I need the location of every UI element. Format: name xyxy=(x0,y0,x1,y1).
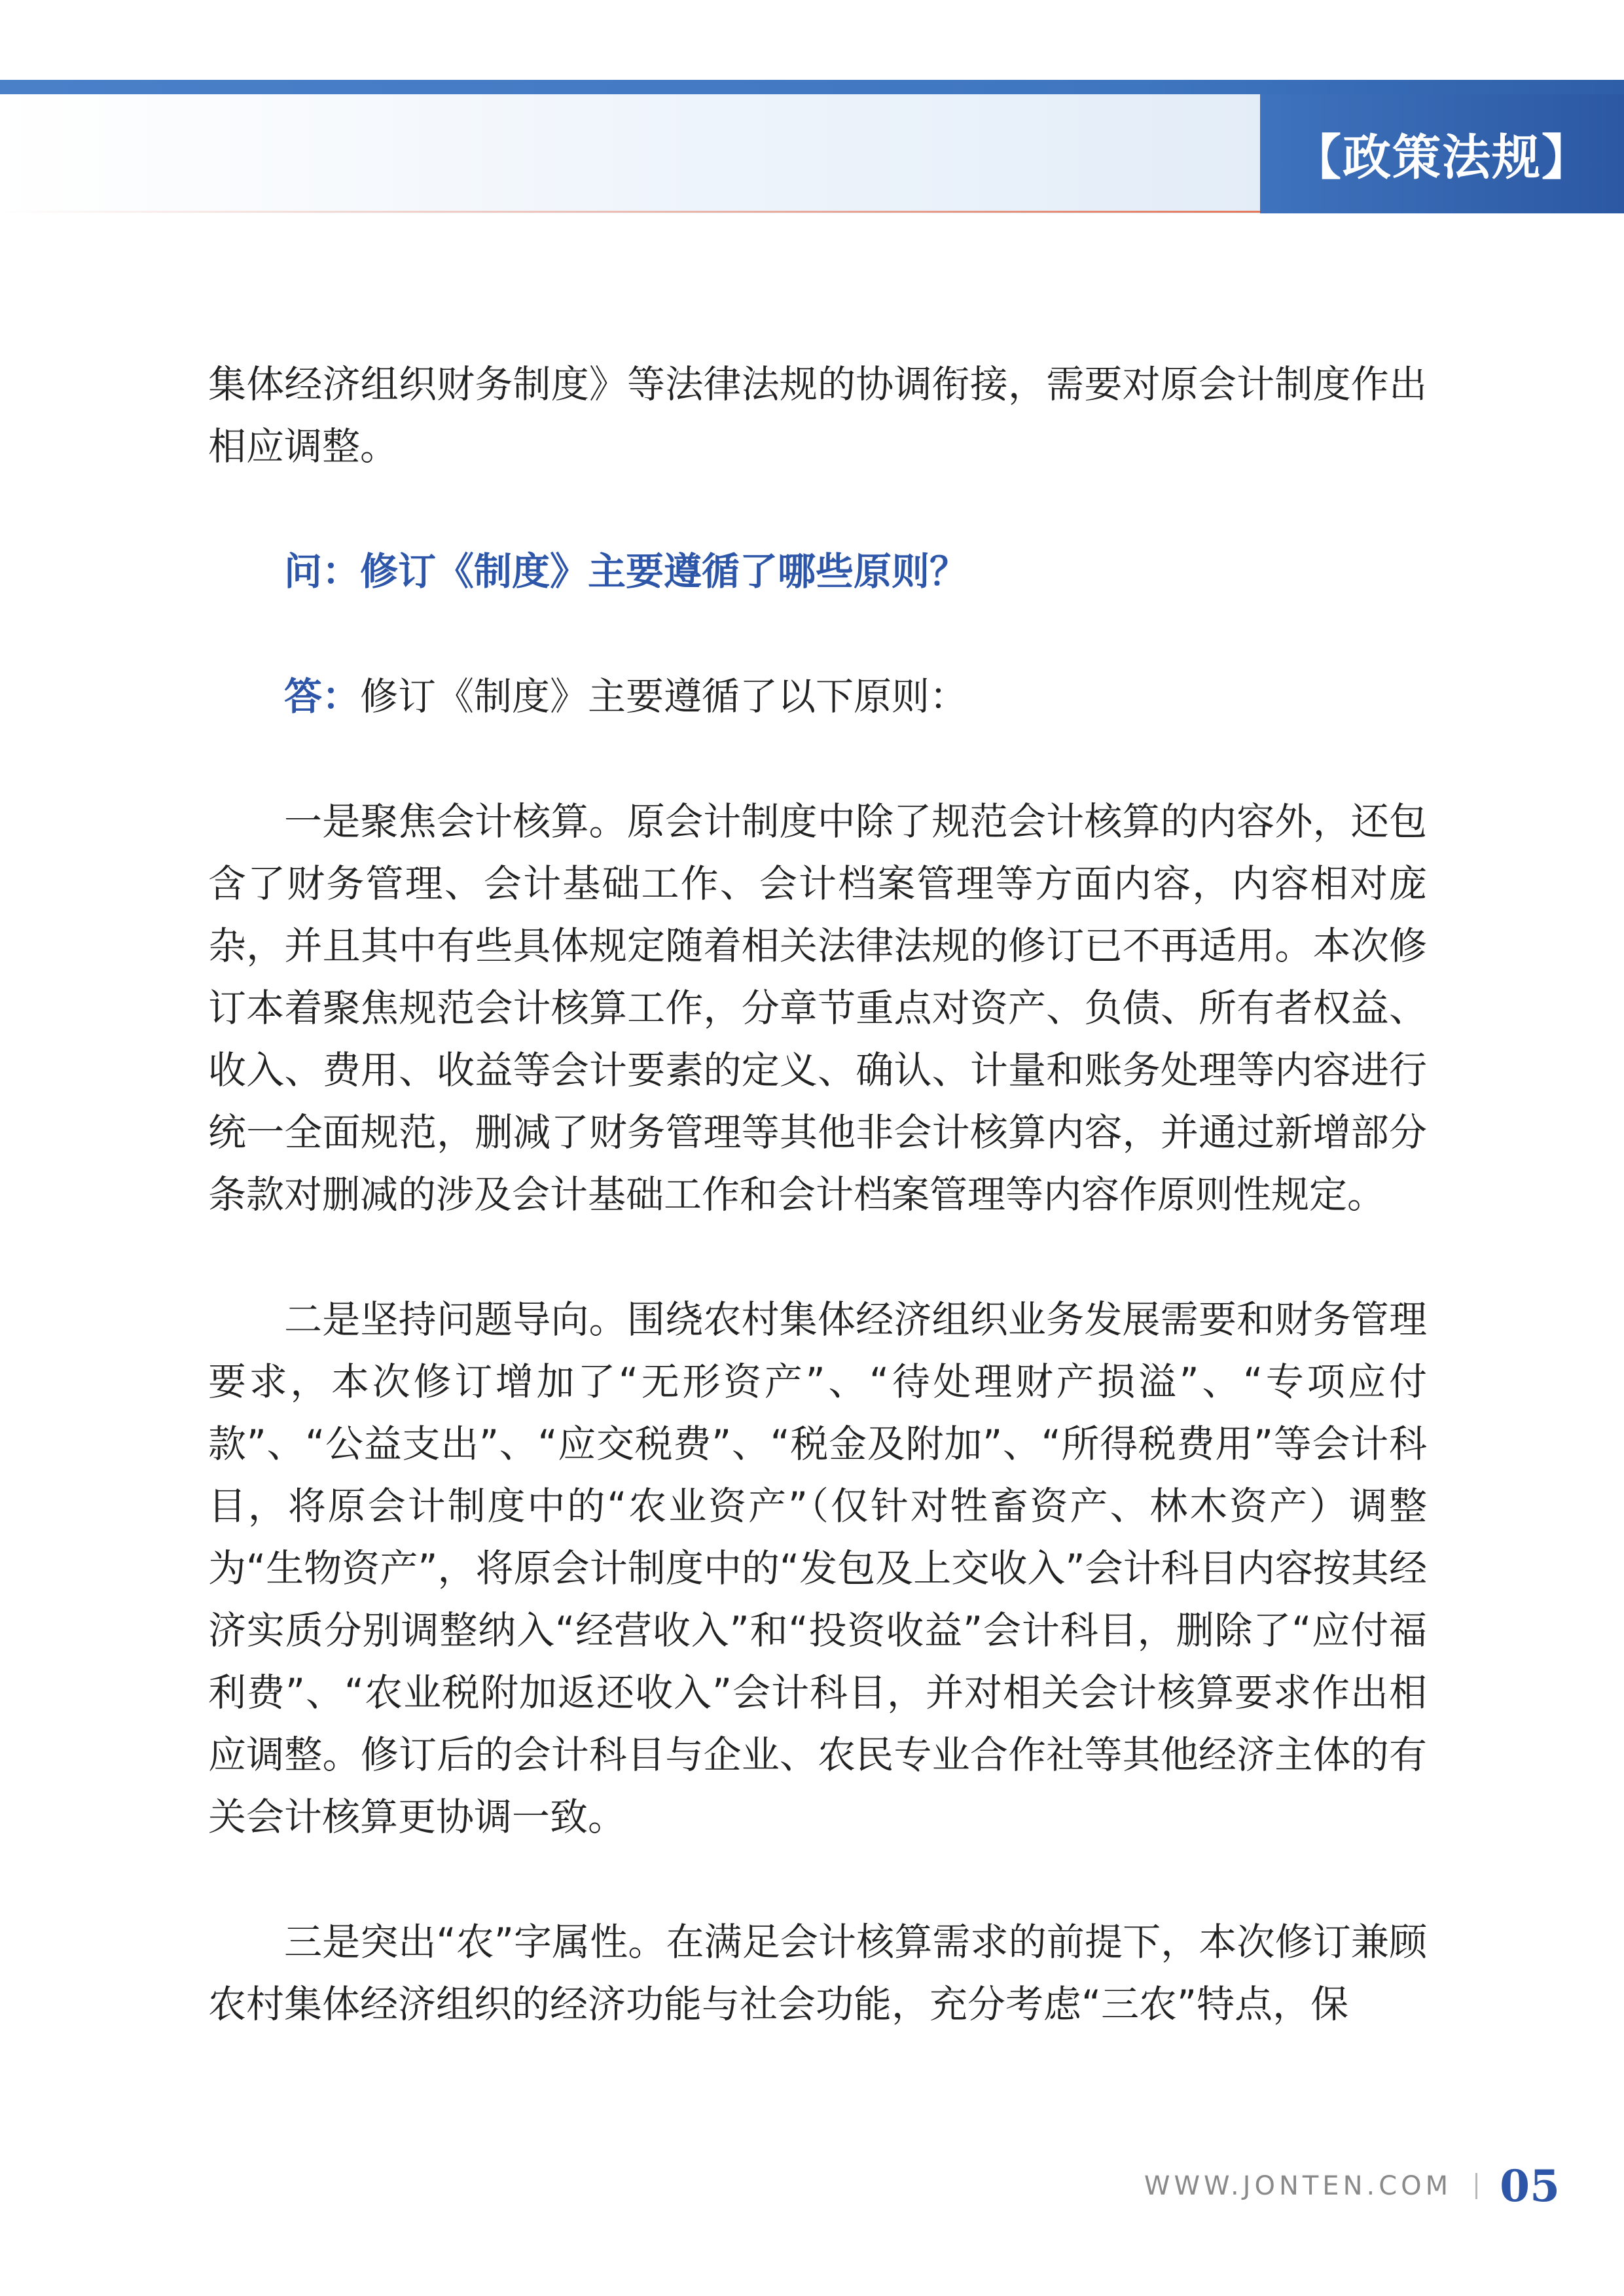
article-body xyxy=(208,353,1427,2036)
header-top-bar xyxy=(0,80,1624,94)
answer-paragraph xyxy=(208,666,1427,728)
page-footer xyxy=(1144,2153,1560,2219)
answer-label: 答： xyxy=(284,674,361,719)
principle-paragraph-3: 三是突出“农”字属性。在满足会计核算需求的前提下，本次修订兼顾农村集体经济组织的经济功能与社会功能，充分考虑“三农”特点，保 xyxy=(208,1920,1427,2026)
header-band xyxy=(0,94,1260,213)
section-tab-label: 【政策法规】 xyxy=(1293,130,1591,186)
question-heading: 问：修订《制度》主要遵循了哪些原则？ xyxy=(284,549,968,594)
page-number: 05 xyxy=(1500,2161,1560,2212)
principle-paragraph-2: 二是坚持问题导向。围绕农村集体经济组织业务发展需要和财务管理要求，本次修订增加了“无形资产”、“待处理财产损溢”、“专项应付款”、“公益支出”、“应交税费”、“税金及附加”、“所得税费用”等会计科目，将原会计制度中的“农业资产”（仅针对牲畜资产、林木资产）调整为“生物资产”，将原会计制度中的“发包及上交收入”会计科目内容按其经济实质分别调整纳入“经营收入”和“投资收益”会计科目，删除了“应付福利费”、“农业税附加返还收入”会计科目，并对相关会计核算要求作出相应调整。修订后的会计科目与企业、农民专业合作社等其他经济主体的有关会计核算更协调一致。 xyxy=(208,1297,1427,1839)
footer-divider xyxy=(1475,2173,1477,2199)
answer-text: 修订《制度》主要遵循了以下原则： xyxy=(360,674,968,719)
intro-paragraph: 集体经济组织财务制度》等法律法规的协调衔接，需要对原会计制度作出相应调整。 xyxy=(208,362,1427,469)
principle-paragraph-1: 一是聚焦会计核算。原会计制度中除了规范会计核算的内容外，还包含了财务管理、会计基础工作、会计档案管理等方面内容，内容相对庞杂，并且其中有些具体规定随着相关法律法规的修订已不再适用。本次修订本着聚焦规范会计核算工作，分章节重点对资产、负债、所有者权益、收入、费用、收益等会计要素的定义、确认、计量和账务处理等内容进行统一全面规范，删减了财务管理等其他非会计核算内容，并通过新增部分条款对删减的涉及会计基础工作和会计档案管理等内容作原则性规定。 xyxy=(208,799,1427,1217)
header-accent-line xyxy=(0,211,1260,213)
footer-url[interactable]: WWW.JONTEN.COM xyxy=(1144,2171,1453,2201)
section-tab xyxy=(1260,94,1624,213)
